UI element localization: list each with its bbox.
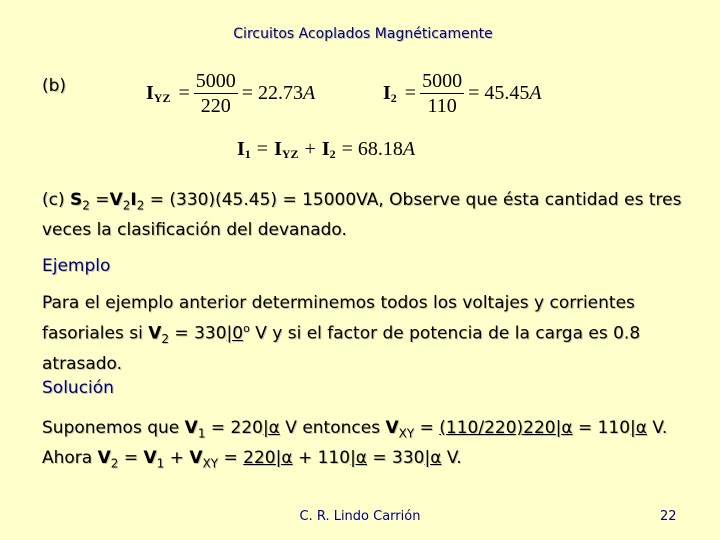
sol-text-7: = bbox=[118, 448, 144, 469]
sol-text-10: + 110 bbox=[292, 448, 351, 469]
sol-v1-sub: 1 bbox=[197, 426, 206, 441]
eq-i1-equals: = bbox=[256, 138, 269, 160]
eq-iyz-numerator: 5000 bbox=[195, 70, 236, 92]
eq-i1-unit: A bbox=[402, 138, 416, 160]
eq-i1-i2-sub: 2 bbox=[329, 147, 336, 161]
ejemplo-text-3: V y si el factor de potencia de la carga es 0.8 atrasado. bbox=[42, 323, 641, 375]
ejemplo-text-2: = 330 bbox=[169, 323, 227, 344]
ejemplo-v: V bbox=[148, 323, 162, 344]
solucion-heading: Solución bbox=[42, 378, 114, 398]
eq-i2-fraction bbox=[420, 70, 464, 117]
sol-220: 220 bbox=[243, 448, 276, 469]
part-c-s-sub: 2 bbox=[82, 198, 90, 213]
sol-text-1: Suponemos que bbox=[42, 418, 185, 438]
sol-v1b-sub: 1 bbox=[156, 456, 165, 471]
eq-iyz-equals: = bbox=[178, 82, 190, 104]
eq-i2-equals: = bbox=[404, 82, 417, 104]
sol-vxy-sub: XY bbox=[398, 426, 415, 441]
footer-author: C. R. Lindo Carrión bbox=[299, 509, 421, 524]
part-b-label: (b) bbox=[42, 76, 67, 96]
equation-iyz bbox=[146, 70, 315, 117]
sol-angle-1: |α bbox=[262, 418, 280, 438]
part-c-v-sub: 2 bbox=[122, 198, 131, 213]
part-c-i-sub: 2 bbox=[136, 198, 145, 213]
eq-i2-lhs: I bbox=[383, 82, 391, 104]
sol-text-6: V. Ahora bbox=[42, 418, 668, 469]
sol-text-3: V entonces bbox=[279, 418, 386, 438]
ejemplo-v-sub: 2 bbox=[161, 332, 170, 347]
solucion-paragraph bbox=[42, 416, 687, 477]
part-c-i: I bbox=[130, 190, 137, 210]
sol-angle-2: |α bbox=[555, 418, 573, 438]
eq-i2-lhs-sub: 2 bbox=[390, 91, 397, 105]
eq-iyz-lhs-sub: YZ bbox=[153, 91, 171, 105]
ejemplo-paragraph bbox=[42, 291, 687, 377]
eq-i1-iyz-sub: YZ bbox=[281, 147, 299, 161]
slide-title: Circuitos Acoplados Magnéticamente bbox=[233, 26, 493, 42]
part-c-prefix: (c) bbox=[42, 190, 71, 210]
sol-text-2: = 220 bbox=[205, 418, 263, 438]
eq-i1-result: = 68.18 bbox=[341, 138, 403, 160]
part-c-s: S bbox=[70, 190, 83, 210]
eq-i1-iyz: I bbox=[274, 138, 282, 160]
eq-iyz-lhs: I bbox=[146, 82, 154, 104]
eq-i1-plus: + bbox=[304, 138, 316, 160]
sol-text-12: V. bbox=[441, 448, 462, 469]
ejemplo-degree: o bbox=[243, 322, 250, 335]
ejemplo-heading: Ejemplo bbox=[42, 256, 111, 276]
part-c-eq: = bbox=[89, 190, 110, 210]
sol-ratio: (110/220)220 bbox=[439, 418, 556, 438]
sol-vxy: V bbox=[385, 418, 399, 438]
sol-text-4: = bbox=[414, 418, 440, 438]
sol-text-5: = 110 bbox=[572, 418, 631, 438]
page-number: 22 bbox=[660, 509, 677, 524]
eq-iyz-fraction bbox=[194, 70, 238, 117]
sol-text-8: + bbox=[164, 448, 190, 469]
equation-i1 bbox=[237, 138, 415, 161]
sol-angle-6: |α bbox=[424, 448, 442, 469]
sol-angle-5: |α bbox=[350, 448, 367, 469]
equation-i2 bbox=[383, 70, 542, 117]
eq-iyz-result: = 22.73 bbox=[241, 82, 304, 104]
sol-vxy2: V bbox=[189, 448, 203, 469]
sol-v1b: V bbox=[143, 448, 157, 469]
eq-i1-lhs-sub: 1 bbox=[244, 147, 251, 161]
eq-i2-result: = 45.45 bbox=[468, 82, 530, 104]
eq-iyz-denominator: 220 bbox=[200, 95, 231, 117]
ejemplo-text-1: Para el ejemplo anterior determinemos todos los voltajes y corrientes fasoriales si bbox=[42, 293, 635, 344]
eq-i1-i2: I bbox=[321, 138, 330, 160]
sol-angle-4: |α bbox=[275, 448, 293, 469]
sol-text-11: = 330 bbox=[367, 448, 425, 469]
part-c-v: V bbox=[109, 190, 123, 210]
eq-iyz-unit: A bbox=[303, 82, 316, 104]
eq-i2-denominator: 110 bbox=[427, 95, 457, 117]
eq-i2-numerator: 5000 bbox=[422, 70, 463, 92]
sol-angle-3: |α bbox=[630, 418, 647, 438]
part-c-rest: = (330)(45.45) = 15000VA, Observe que ésta cantidad es tres veces la clasificación del devanado. bbox=[42, 190, 682, 241]
sol-vxy2-sub: XY bbox=[202, 456, 219, 471]
sol-text-9: = bbox=[218, 448, 244, 469]
sol-v1: V bbox=[184, 418, 198, 438]
part-c-paragraph bbox=[42, 188, 687, 243]
sol-v2-sub: 2 bbox=[110, 456, 119, 471]
eq-i1-lhs: I bbox=[237, 138, 245, 160]
ejemplo-angle: |0 bbox=[226, 323, 244, 344]
eq-i2-unit: A bbox=[529, 82, 542, 104]
sol-v2: V bbox=[97, 448, 111, 469]
